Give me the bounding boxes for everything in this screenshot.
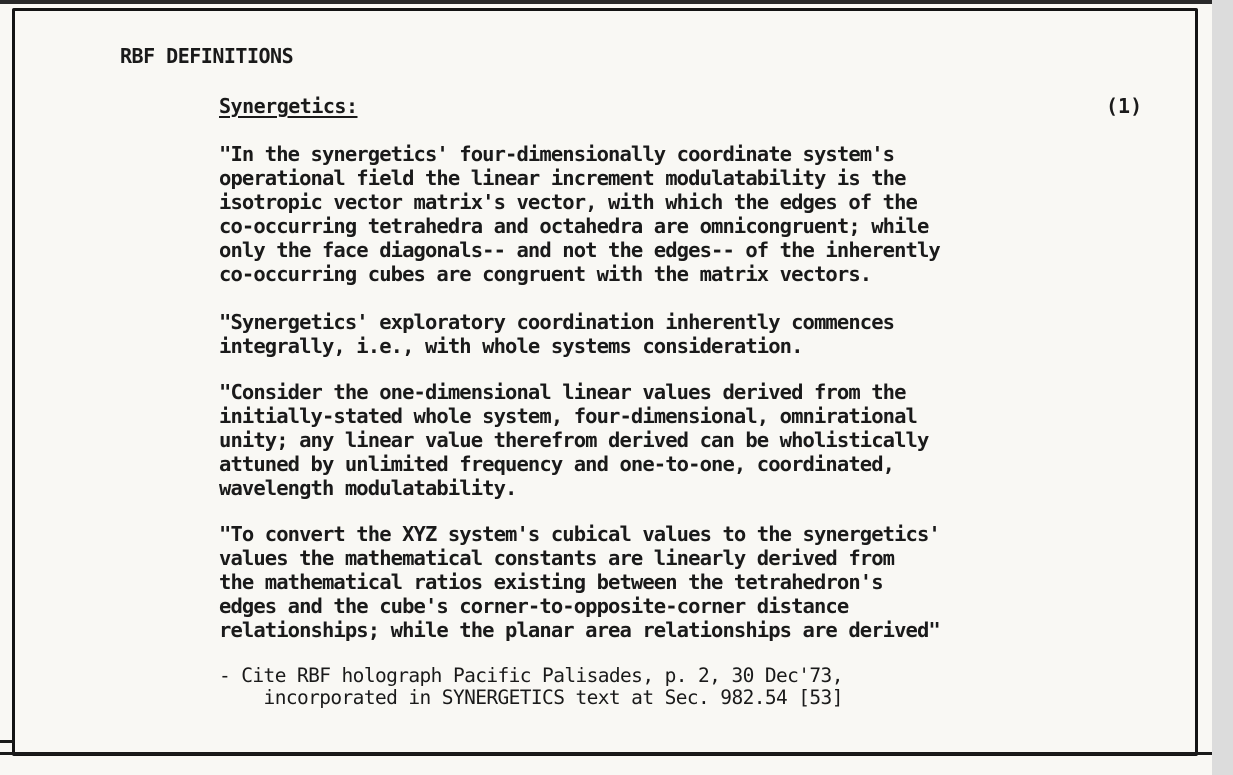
definition-paragraph-2: "Synergetics' exploratory coordination inherently commences integrally, i.e., with whole systems consideration.: [219, 310, 895, 358]
document-heading: RBF DEFINITIONS: [120, 44, 294, 68]
card-bottom-rule: [0, 752, 1212, 755]
citation: - Cite RBF holograph Pacific Palisades, p. 2, 30 Dec'73, incorporated in SYNERGETICS text at Sec. 982.54 [53]: [219, 664, 843, 709]
definition-paragraph-3: "Consider the one-dimensional linear values derived from the initially-stated whole system, four-dimensional, omnirational unity; any linear value therefrom derived can be wholistically attuned by unlimited frequency and one-to-one, coordinated, wavelength modulatability.: [219, 380, 929, 500]
section-title: Synergetics:: [219, 94, 358, 118]
definition-paragraph-1: "In the synergetics' four-dimensionally coordinate system's operational field the linear increment modulatability is the isotropic vector matrix's vector, with which the edges of the co-occurring tetrahedra and octahedra are omnicongruent; while only the face diagonals-- and not the edges-- of the inherently co-occurring cubes are congruent with the matrix vectors.: [219, 142, 940, 286]
left-margin-tick: [0, 740, 14, 743]
card-top-edge: [0, 0, 1212, 4]
scan-edge-strip: [1212, 0, 1233, 775]
definition-paragraph-4: "To convert the XYZ system's cubical values to the synergetics' values the mathematical constants are linearly derived from the mathematical ratios existing between the tetrahedron's edges and the cube's corner-to-opposite-corner distance relationships; while the planar area relationships are derived": [219, 522, 940, 642]
section-number: (1): [1106, 94, 1143, 118]
